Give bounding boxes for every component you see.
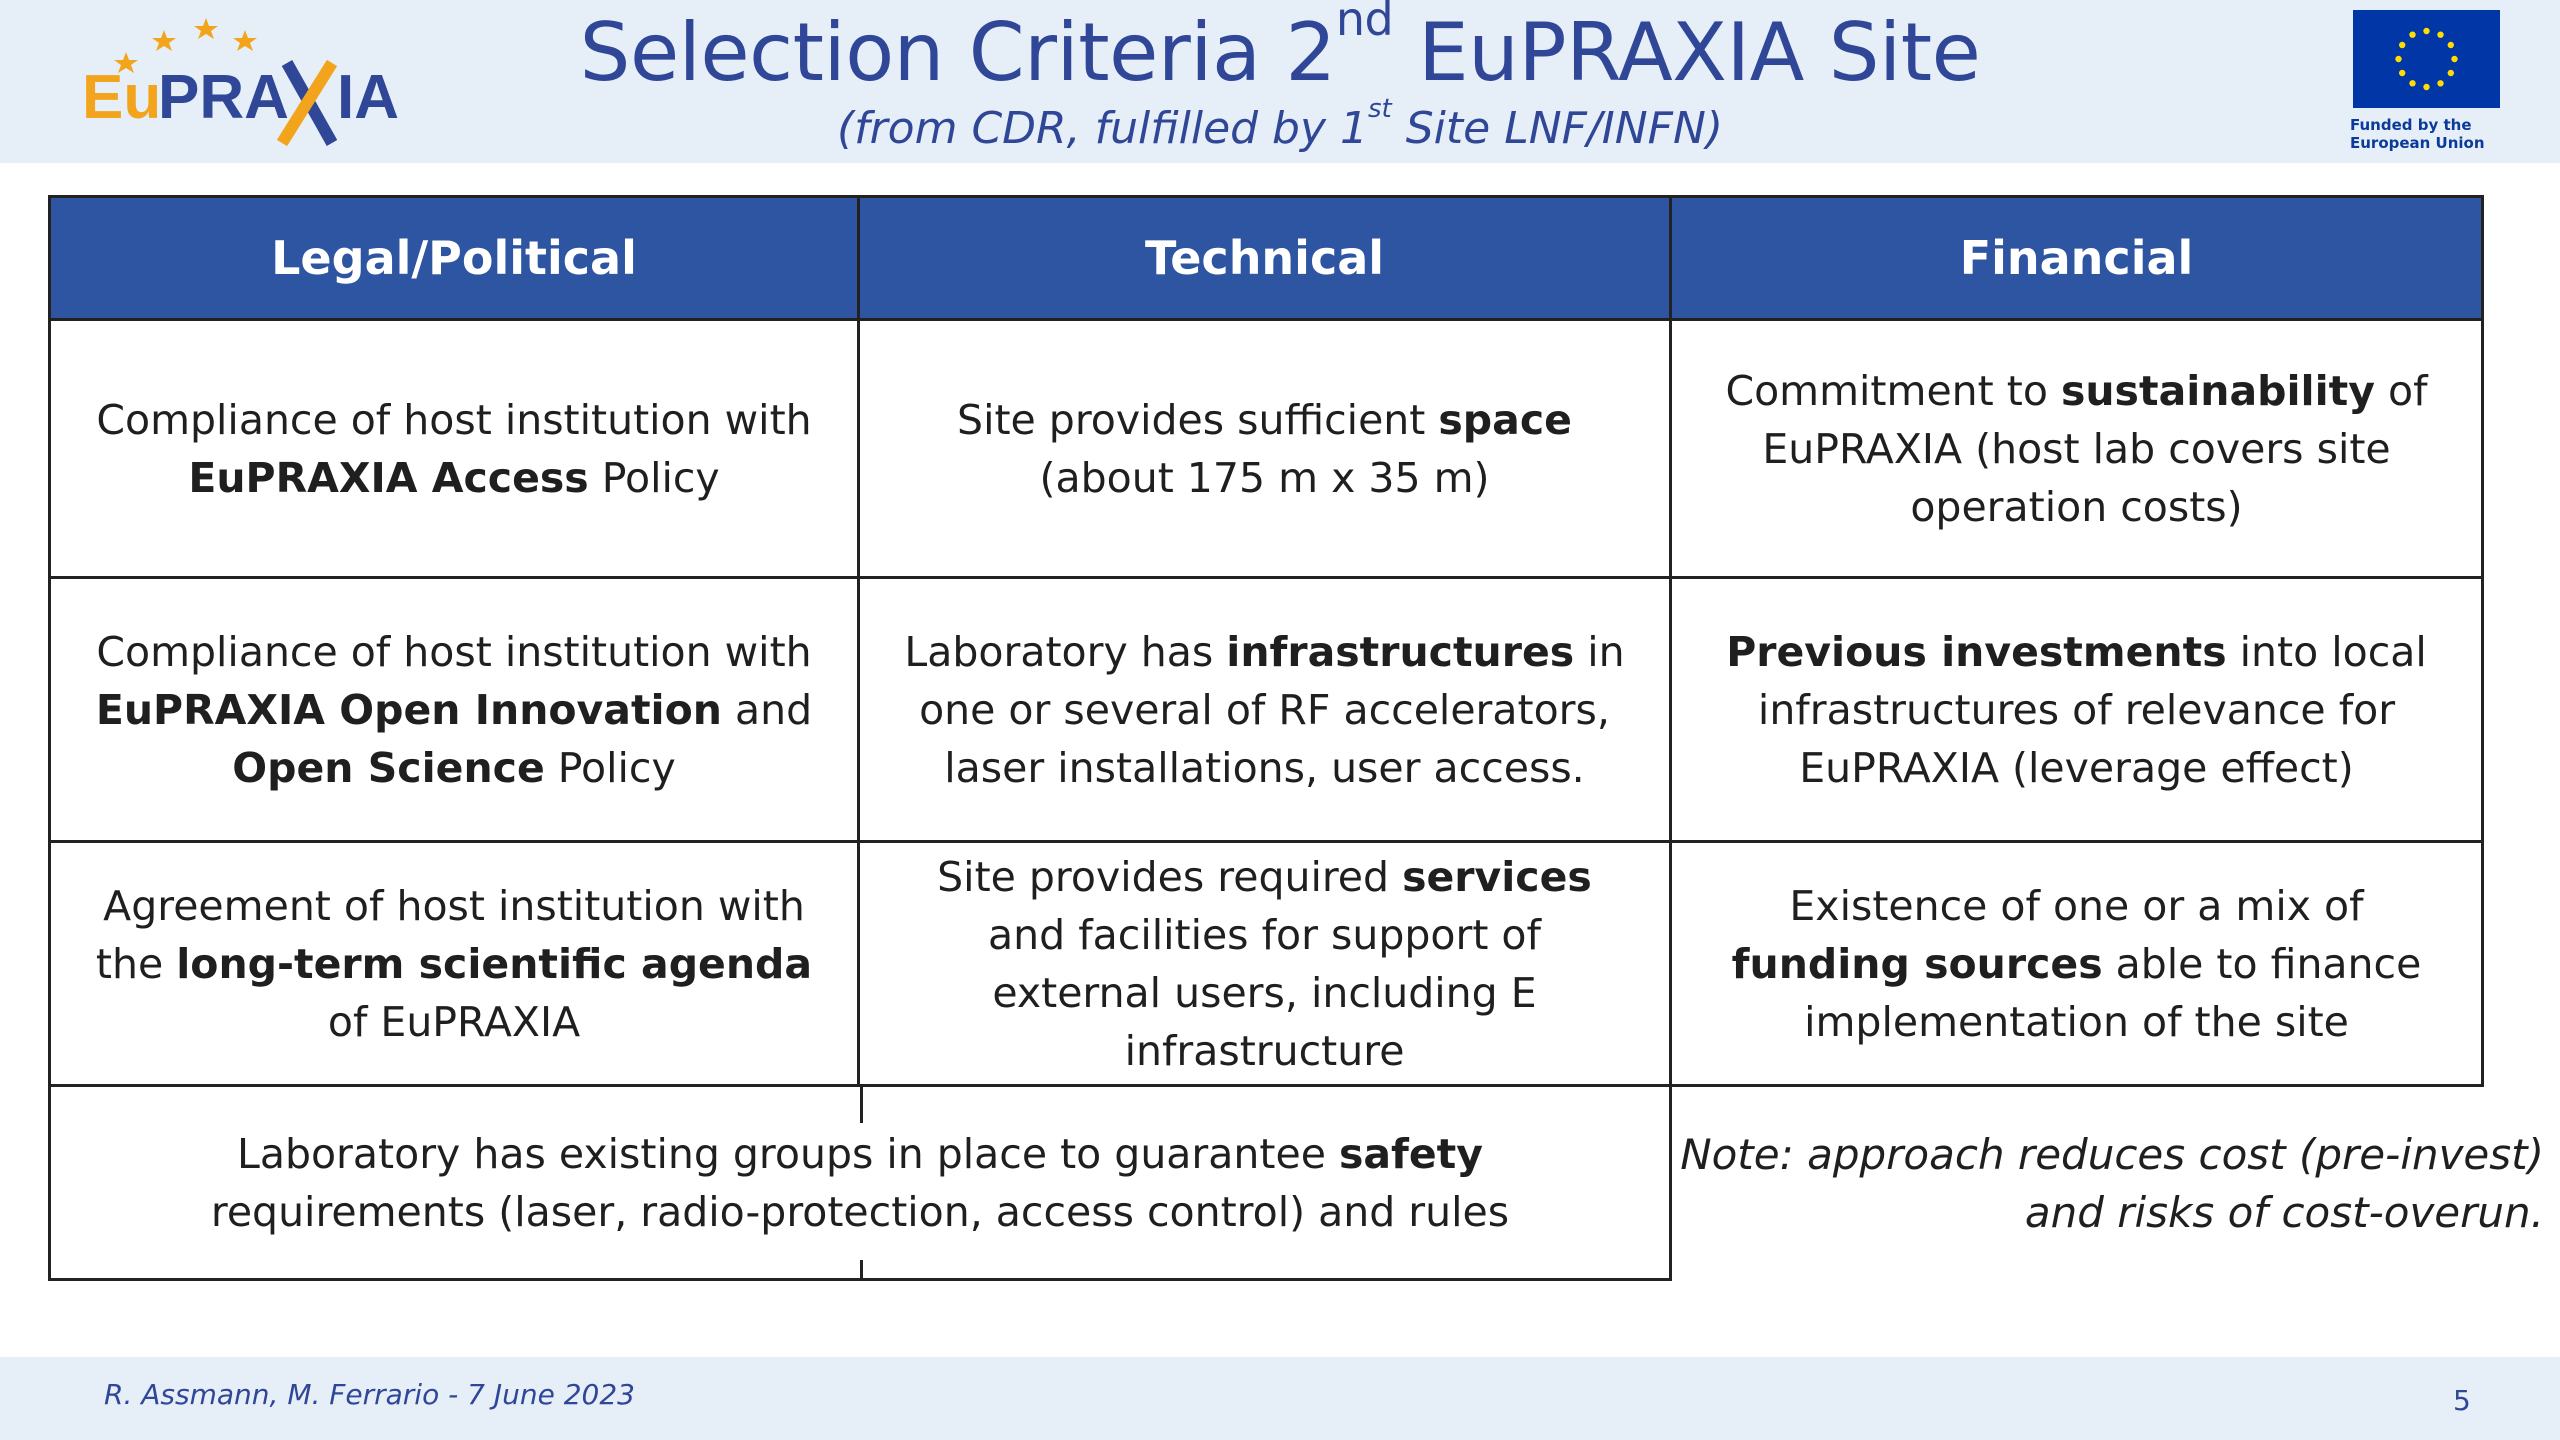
column-header-financial: Financial xyxy=(1672,195,2484,321)
cost-note-line2: and risks of cost-overun. xyxy=(2024,1188,2544,1237)
cost-note xyxy=(1672,1087,2544,1281)
table-cell-financial-2: Previous investments into local infrastructures of relevance for EuPRAXIA (leverage effect) xyxy=(1672,579,2484,843)
page-title: Selection Criteria 2nd EuPRAXIA Site xyxy=(579,0,1981,99)
column-header-technical: Technical xyxy=(860,195,1672,321)
svg-text:IA: IA xyxy=(337,63,399,132)
table-cell-legal-1: Compliance of host institution with EuPRAXIA Access Policy xyxy=(48,321,860,579)
eu-funding-line2: European Union xyxy=(2350,134,2485,152)
criteria-table xyxy=(48,195,2544,1281)
eu-funding-line1: Funded by the xyxy=(2350,116,2472,134)
svg-text:PRA: PRA xyxy=(158,63,289,132)
table-cell-technical-1: Site provides sufficient space (about 175 m x 35 m) xyxy=(860,321,1672,579)
table-cell-legal-2: Compliance of host institution with EuPRAXIA Open Innovation and Open Science Policy xyxy=(48,579,860,843)
table-cell-technical-3: Site provides required services and facilities for support of external users, including E infrastructure xyxy=(860,843,1672,1087)
eupraxia-logo xyxy=(82,18,399,153)
footer-author: R. Assmann, M. Ferrario - 7 June 2023 xyxy=(104,1378,635,1411)
table-cell-financial-1: Commitment to sustainability of EuPRAXIA (host lab covers site operation costs) xyxy=(1672,321,2484,579)
column-header-legal: Legal/Political xyxy=(48,195,860,321)
page-number: 5 xyxy=(2453,1384,2471,1417)
eu-flag-icon xyxy=(2353,10,2500,108)
column-divider-stub-top xyxy=(860,1087,863,1123)
svg-text:Eu: Eu xyxy=(82,63,162,132)
eu-funding-label xyxy=(2350,116,2510,152)
table-cell-technical-2: Laboratory has infrastructures in one or several of RF accelerators, laser installations, user access. xyxy=(860,579,1672,843)
table-cell-safety: Laboratory has existing groups in place to guarantee safety requirements (laser, radio-protection, access control) and rules xyxy=(48,1087,1672,1281)
table-cell-legal-3: Agreement of host institution with the long-term scientific agenda of EuPRAXIA xyxy=(48,843,860,1087)
table-cell-financial-3: Existence of one or a mix of funding sources able to finance implementation of the site xyxy=(1672,843,2484,1087)
cost-note-line1: Note: approach reduces cost (pre-invest) xyxy=(1680,1130,2544,1179)
column-divider-stub-bottom xyxy=(860,1260,863,1278)
page-subtitle: (from CDR, fulfilled by 1st Site LNF/INFN) xyxy=(836,94,1724,154)
